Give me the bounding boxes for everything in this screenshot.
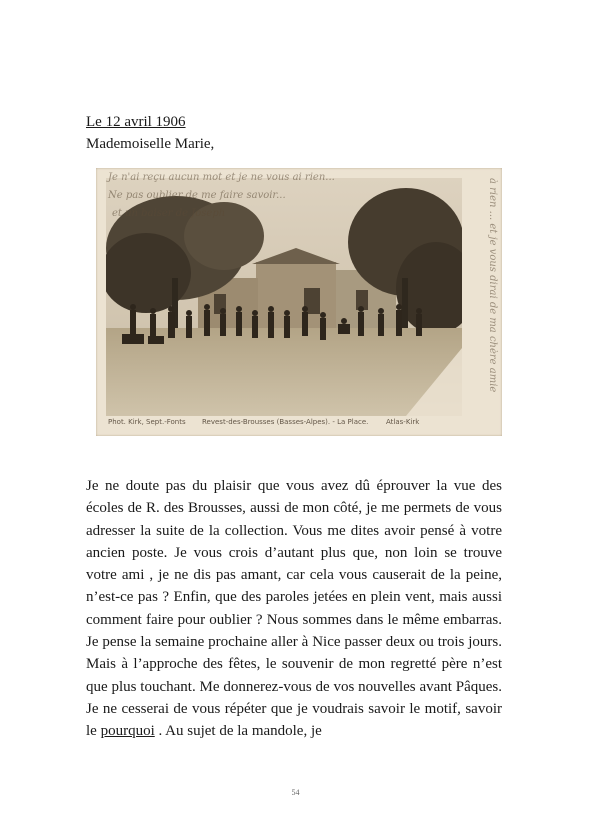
- postcard-image: [96, 168, 502, 436]
- handwriting-line: Je n'ai reçu aucun mot et je ne vous ai rien...: [108, 172, 335, 183]
- handwriting-line: et un baiser de Joseph: [112, 208, 226, 219]
- letter-body-continuation: . Au sujet de la mandole, je: [154, 723, 322, 740]
- postcard-title-caption: Revest-des-Brousses (Basses-Alpes). - La Place.: [202, 418, 369, 426]
- page-number: 54: [291, 788, 300, 797]
- handwriting-margin: à rien ... et je vous dirai de ma chère amie: [487, 178, 498, 393]
- letter-salutation: Mademoiselle Marie,: [86, 136, 215, 152]
- handwriting-line: Ne pas oublier de me faire savoir...: [108, 190, 286, 201]
- postcard-publisher-caption: Phot. Kirk, Sept.-Fonts: [108, 418, 186, 426]
- letter-date: Le 12 avril 1906: [86, 114, 186, 130]
- letter-body-text: Je ne doute pas du plaisir que vous avez dû éprouver la vue des écoles de R. des Brousses, aussi de mon côté, je me permets de vous adresser la suite de la collection. Vous me dites avoir pensé à votre ancien poste. Je vous crois d’autant plus que, non loin se trouve votre ami , je ne dis pas amant, car cela vous causerait de la peine, n’est-ce pas ? Enfin, que des paroles jetées en plein vent, mais aussi comment faire pour oublier ? Nous sommes dans le même embarras. Je pense la semaine prochaine aller à Nice passer deux ou trois jours. Mais à l’approche des fêtes, le souvenir de mon regretté père n’est que plus touchant. Me donnerez-vous de vos nouvelles avant Pâques. Je ne cesserai de vous répéter que je voudrais savoir le motif, savoir le: [86, 478, 502, 740]
- underlined-word: pourquoi: [100, 723, 155, 740]
- letter-body: [86, 475, 502, 743]
- postcard-edition-caption: Atlas-Kirk: [386, 418, 420, 426]
